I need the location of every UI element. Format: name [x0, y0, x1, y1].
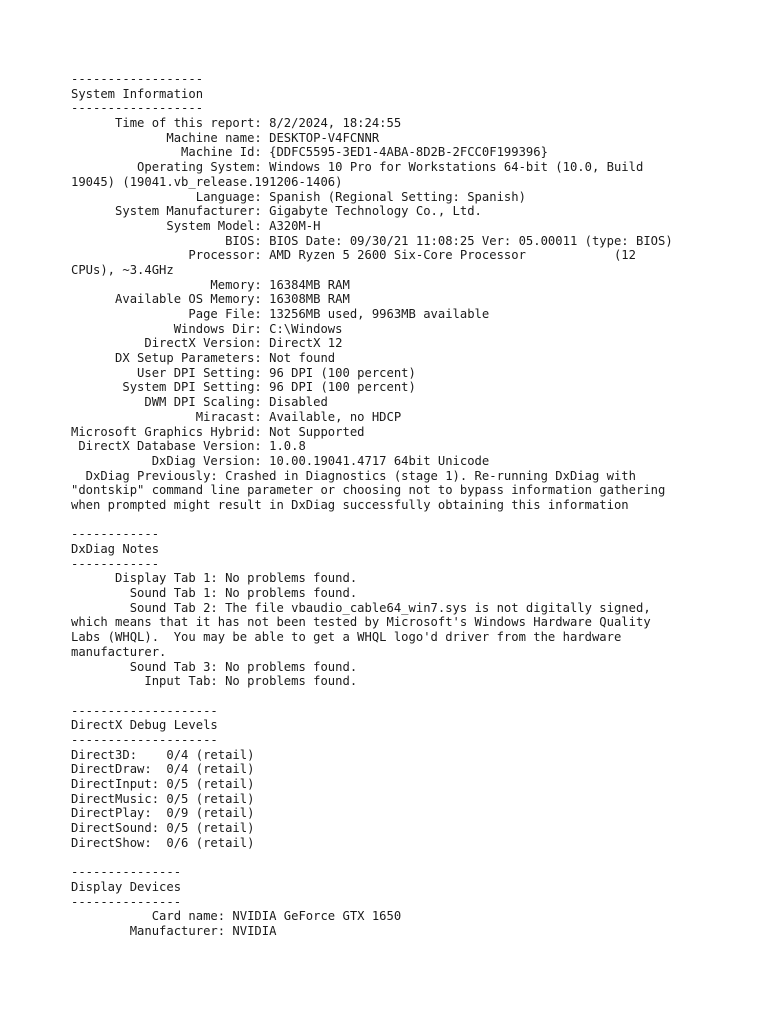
report-line: Operating System: Windows 10 Pro for Workstations 64-bit (10.0, Build: [71, 160, 644, 175]
report-line: ------------------: [71, 72, 204, 86]
report-line: [71, 850, 731, 865]
report-line: Machine name: DESKTOP-V4FCNNR: [71, 130, 380, 145]
report-line: Card name: NVIDIA GeForce GTX 1650: [71, 909, 402, 924]
report-line: Sound Tab 2: The file vbaudio_cable64_win7.sys is not digitally signed,: [71, 600, 651, 615]
report-line: Microsoft Graphics Hybrid: Not Supported: [71, 424, 365, 439]
dxdiag-report-text: [71, 72, 731, 939]
report-line: 19045) (19041.vb_release.191206-1406): [71, 174, 343, 189]
report-line: Direct3D: 0/4 (retail): [71, 747, 255, 762]
report-line: DirectSound: 0/5 (retail): [71, 821, 255, 836]
report-line: ---------------: [71, 894, 182, 909]
report-line: DirectX Debug Levels: [71, 718, 218, 733]
report-line: ------------: [71, 527, 160, 542]
report-line: Available OS Memory: 16308MB RAM: [71, 292, 350, 307]
report-line: DirectInput: 0/5 (retail): [71, 777, 255, 791]
report-line: ------------: [71, 556, 160, 571]
report-line: DxDiag Version: 10.00.19041.4717 64bit Unicode: [71, 453, 490, 468]
report-line: System Manufacturer: Gigabyte Technology Co., Ltd.: [71, 204, 482, 219]
report-line: Input Tab: No problems found.: [71, 674, 358, 689]
report-line: System Information: [71, 86, 204, 101]
report-line: when prompted might result in DxDiag successfully obtaining this information: [71, 497, 629, 512]
report-line: User DPI Setting: 96 DPI (100 percent): [71, 365, 416, 380]
report-line: "dontskip" command line parameter or choosing not to bypass information gathering: [71, 483, 666, 498]
report-line: System DPI Setting: 96 DPI (100 percent): [71, 380, 416, 395]
report-line: DirectX Version: DirectX 12: [71, 336, 343, 351]
report-line: ---------------: [71, 865, 182, 880]
report-line: Display Devices: [71, 879, 182, 894]
report-line: DirectX Database Version: 1.0.8: [71, 439, 306, 454]
report-line: CPUs), ~3.4GHz: [71, 262, 174, 277]
report-line: Sound Tab 3: No problems found.: [71, 659, 358, 674]
report-line: Manufacturer: NVIDIA: [71, 923, 277, 938]
report-line: Display Tab 1: No problems found.: [71, 571, 358, 586]
report-line: DX Setup Parameters: Not found: [71, 351, 336, 366]
report-line: DxDiag Notes: [71, 542, 160, 556]
report-line: DirectDraw: 0/4 (retail): [71, 762, 255, 777]
report-line: Processor: AMD Ryzen 5 2600 Six-Core Processor (12: [71, 248, 636, 263]
report-line: manufacturer.: [71, 644, 167, 659]
report-line: [71, 689, 731, 704]
report-line: Labs (WHQL). You may be able to get a WHQL logo'd driver from the hardware: [71, 630, 622, 645]
report-line: Memory: 16384MB RAM: [71, 277, 350, 292]
report-line: Time of this report: 8/2/2024, 18:24:55: [71, 116, 402, 131]
report-line: Page File: 13256MB used, 9963MB available: [71, 307, 490, 321]
report-line: DWM DPI Scaling: Disabled: [71, 395, 328, 410]
report-line: ------------------: [71, 101, 204, 116]
report-line: System Model: A320M-H: [71, 218, 321, 233]
report-line: Machine Id: {DDFC5595-3ED1-4ABA-8D2B-2FCC0F199396}: [71, 145, 548, 160]
report-line: DxDiag Previously: Crashed in Diagnostics (stage 1). Re-running DxDiag with: [71, 468, 636, 483]
report-line: DirectPlay: 0/9 (retail): [71, 806, 255, 821]
report-line: Language: Spanish (Regional Setting: Spanish): [71, 189, 526, 204]
report-line: BIOS: BIOS Date: 09/30/21 11:08:25 Ver: 05.00011 (type: BIOS): [71, 233, 673, 248]
report-line: which means that it has not been tested by Microsoft's Windows Hardware Quality: [71, 615, 651, 630]
report-line: --------------------: [71, 732, 218, 747]
report-line: Windows Dir: C:\Windows: [71, 321, 343, 336]
report-line: Miracast: Available, no HDCP: [71, 409, 402, 424]
report-line: [71, 513, 731, 528]
report-line: --------------------: [71, 703, 218, 718]
report-line: DirectShow: 0/6 (retail): [71, 835, 255, 850]
report-line: DirectMusic: 0/5 (retail): [71, 791, 255, 806]
report-line: Sound Tab 1: No problems found.: [71, 586, 358, 601]
